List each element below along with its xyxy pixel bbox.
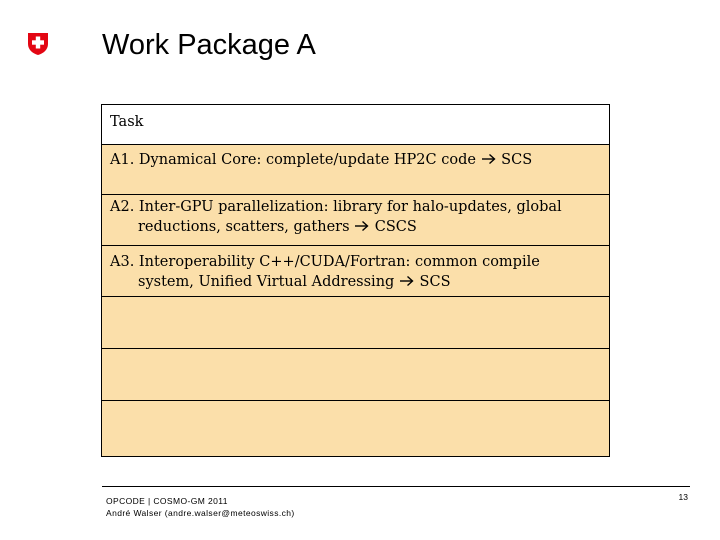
- swiss-cross-icon: [27, 32, 49, 56]
- right-arrow-icon: [481, 153, 497, 165]
- right-arrow-icon: [354, 220, 370, 232]
- task-a2-line2: [110, 217, 601, 237]
- page-number: 13: [678, 492, 688, 502]
- task-a2-target: CSCS: [374, 219, 417, 235]
- table-row: [102, 194, 609, 245]
- right-arrow-icon: [399, 275, 415, 287]
- footer: [106, 495, 295, 519]
- task-a2-text-line1: A2. Inter-GPU parallelization: library for halo-updates, global: [110, 199, 562, 215]
- table-header: [102, 105, 609, 144]
- task-table: [101, 104, 610, 457]
- task-a3-text-line2: system, Unified Virtual Addressing: [138, 274, 395, 290]
- table-row-empty: [102, 348, 609, 400]
- task-a3-line2: [110, 272, 601, 292]
- task-a1-target: SCS: [501, 152, 533, 168]
- footer-event: OPCODE | COSMO-GM 2011: [106, 496, 228, 506]
- task-a3-text-line1: A3. Interoperability C++/CUDA/Fortran: common compile: [110, 254, 540, 270]
- table-row-empty: [102, 400, 609, 456]
- task-a3-target: SCS: [419, 274, 451, 290]
- table-row: [102, 245, 609, 296]
- footer-divider: [102, 486, 690, 487]
- table-row: [102, 144, 609, 194]
- page-title: Work Package A: [102, 29, 316, 61]
- task-a2-text-line2: reductions, scatters, gathers: [138, 219, 350, 235]
- footer-author: André Walser (andre.walser@meteoswiss.ch): [106, 508, 295, 518]
- table-row-empty: [102, 296, 609, 348]
- table-header-label: Task: [110, 114, 144, 130]
- task-a1-text: A1. Dynamical Core: complete/update HP2C code: [110, 152, 476, 168]
